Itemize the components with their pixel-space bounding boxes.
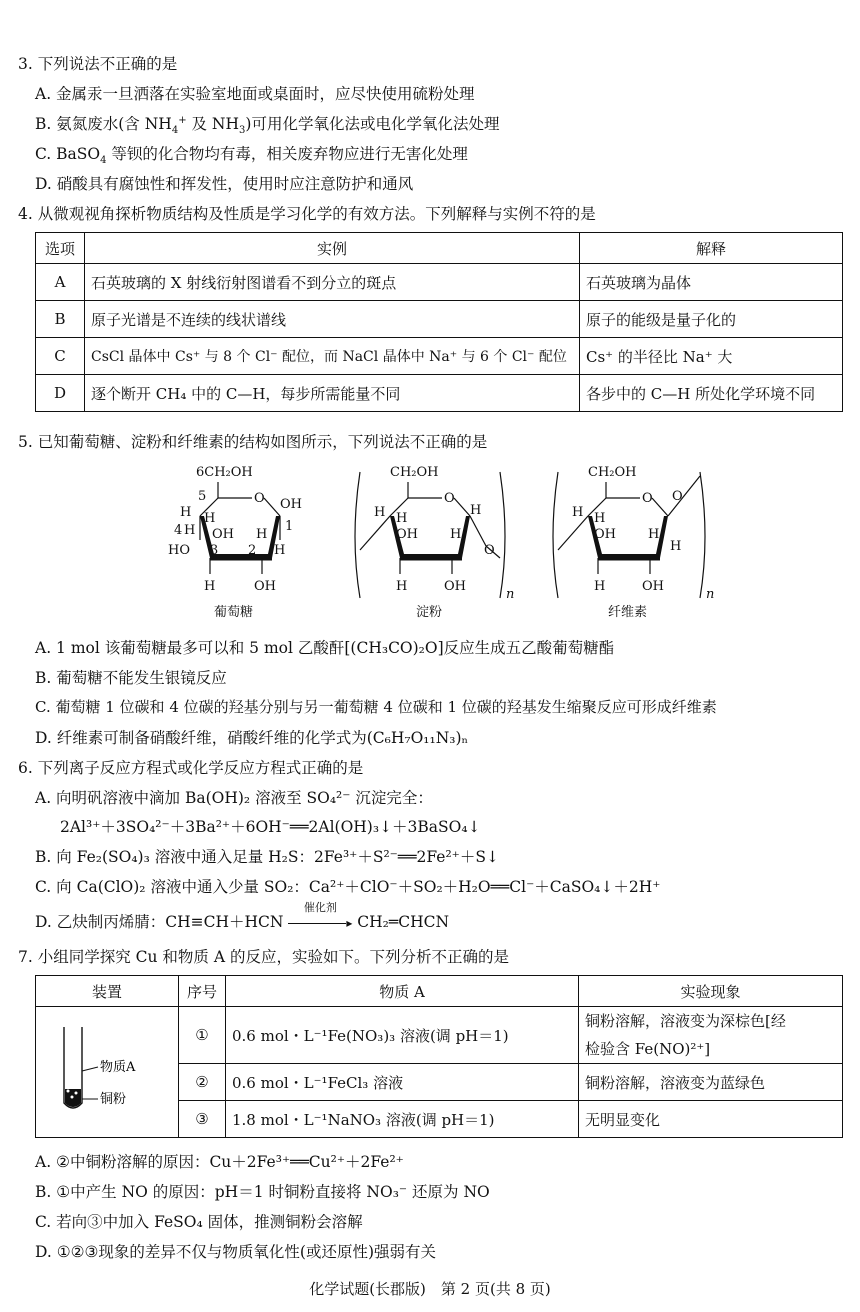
table-row bbox=[36, 264, 843, 301]
q4-row-d-option: D bbox=[36, 375, 85, 412]
q3-option-c: C. BaSO$_4$ 等钡的化合物均有毒，相关废弃物应进行无害化处理 bbox=[35, 145, 468, 167]
catalyst-arrow: 催化剂 ▸ bbox=[288, 913, 352, 931]
q4-header-option: 选项 bbox=[36, 233, 85, 264]
cellulose-n: n bbox=[706, 587, 715, 602]
q7-row3-no: ③ bbox=[179, 1101, 226, 1138]
q4-row-b-explain: 原子的能级是量子化的 bbox=[580, 301, 843, 338]
q4-row-c-option: C bbox=[36, 338, 85, 375]
cellulose-h1: H bbox=[670, 539, 682, 554]
starch-h4: H bbox=[396, 511, 408, 526]
q6-option-d bbox=[35, 901, 450, 932]
table-row bbox=[36, 375, 843, 412]
q6-option-a: A. 向明矾溶液中滴加 Ba(OH)₂ 溶液至 SO₄²⁻ 沉淀完全： bbox=[35, 789, 433, 807]
q6-stem: 6. 下列离子反应方程式或化学反应方程式正确的是 bbox=[18, 759, 364, 777]
cellulose-oh3: OH bbox=[594, 527, 616, 542]
q3-option-b: B. 氨氮废水(含 $NH_4^+$ 及 $NH_3$)可用化学氧化法或电化学氧化法处理 bbox=[35, 114, 500, 137]
q7-option-c: C. 若向③中加入 FeSO₄ 固体，推测铜粉会溶解 bbox=[35, 1213, 363, 1231]
glucose-num5: 5 bbox=[198, 489, 207, 504]
glucose-num1: 1 bbox=[285, 519, 294, 534]
glucose-num4: 4 bbox=[174, 523, 183, 538]
q5-option-b: B. 葡萄糖不能发生银镜反应 bbox=[35, 669, 227, 687]
q6-d-product: CH₂═CHCN bbox=[357, 913, 450, 931]
q6-option-a-equation: 2Al³⁺＋3SO₄²⁻＋3Ba²⁺＋6OH⁻══2Al(OH)₃↓＋3BaSO₄↓ bbox=[60, 818, 481, 836]
glucose-h5: H bbox=[180, 505, 192, 520]
starch-h3: H bbox=[396, 579, 408, 594]
starch-ch2oh: CH₂OH bbox=[390, 465, 439, 480]
q3-option-a: A. 金属汞一旦洒落在实验室地面或桌面时，应尽快使用硫粉处理 bbox=[35, 85, 475, 103]
q7-table-header bbox=[36, 976, 843, 1007]
page-footer: 化学试题(长郡版) 第 2 页(共 8 页) bbox=[309, 1280, 551, 1298]
q4-table bbox=[35, 232, 843, 412]
q5-option-d: D. 纤维素可制备硝酸纤维，硝酸纤维的化学式为(C₆H₇O₁₁N₃)ₙ bbox=[35, 729, 469, 747]
q3-option-d: D. 硝酸具有腐蚀性和挥发性，使用时应注意防护和通风 bbox=[35, 175, 414, 193]
cellulose-ch2oh: CH₂OH bbox=[588, 465, 637, 480]
q7-option-b: B. ①中产生 NO 的原因：pH＝1 时铜粉直接将 NO₃⁻ 还原为 NO bbox=[35, 1183, 490, 1201]
starch-h1: H bbox=[470, 503, 482, 518]
starch-ring-o: O bbox=[444, 491, 455, 506]
q7-row1-observation: 铜粉溶解，溶液变为深棕色[经 检验含 Fe(NO)²⁺] bbox=[579, 1007, 843, 1064]
glucose-structure bbox=[168, 465, 302, 620]
cellulose-name: 纤维素 bbox=[608, 605, 648, 620]
starch-oh2: OH bbox=[444, 579, 466, 594]
q7-row3-observation: 无明显变化 bbox=[579, 1101, 843, 1138]
glucose-6-ch2oh-label: 6CH₂OH bbox=[196, 465, 253, 480]
q3-stem: 3. 下列说法不正确的是 bbox=[18, 55, 178, 73]
starch-oh3: OH bbox=[396, 527, 418, 542]
starch-n: n bbox=[506, 587, 515, 602]
q7-header-substance: 物质 A bbox=[226, 976, 579, 1007]
q7-header-observation: 实验现象 bbox=[579, 976, 843, 1007]
glucose-h4: H bbox=[184, 523, 196, 538]
q6-d-reactants: D. 乙炔制丙烯腈：CH≡CH＋HCN bbox=[35, 913, 284, 931]
glucose-num2: 2 bbox=[248, 543, 257, 558]
q7-header-apparatus: 装置 bbox=[36, 976, 179, 1007]
cellulose-h5: H bbox=[572, 505, 584, 520]
cellulose-bridge-o: O bbox=[672, 489, 683, 504]
q7-option-d: D. ①②③现象的差异不仅与物质氧化性(或还原性)强弱有关 bbox=[35, 1243, 437, 1261]
glucose-oh2: OH bbox=[254, 579, 276, 594]
q4-row-a-example: 石英玻璃的 X 射线衍射图谱看不到分立的斑点 bbox=[85, 264, 580, 301]
glucose-c1-oh: OH bbox=[280, 497, 302, 512]
apparatus-cell bbox=[36, 1007, 179, 1138]
q7-row2-substance: 0.6 mol・L⁻¹FeCl₃ 溶液 bbox=[226, 1064, 579, 1101]
glucose-oh4: OH bbox=[212, 527, 234, 542]
test-tube-icon bbox=[36, 1009, 166, 1131]
q4-stem: 4. 从微观视角探析物质结构及性质是学习化学的有效方法。下列解释与实例不符的是 bbox=[18, 205, 596, 223]
q4-table-header bbox=[36, 233, 843, 264]
q6-option-b: B. 向 Fe₂(SO₄)₃ 溶液中通入足量 H₂S：2Fe³⁺＋S²⁻══2Fe²⁺＋S↓ bbox=[35, 848, 499, 866]
q7-header-no: 序号 bbox=[179, 976, 226, 1007]
starch-bridge-o: O bbox=[484, 543, 495, 558]
starch-name: 淀粉 bbox=[416, 605, 443, 620]
glucose-h1: H bbox=[256, 527, 268, 542]
q4-row-a-explain: 石英玻璃为晶体 bbox=[580, 264, 843, 301]
q5-option-c: C. 葡萄糖 1 位碳和 4 位碳的羟基分别与另一葡萄糖 4 位碳和 1 位碳的羟基发生缩聚反应可形成纤维素 bbox=[35, 698, 717, 716]
q4-row-b-example: 原子光谱是不连续的线状谱线 bbox=[85, 301, 580, 338]
q4-row-c-example: CsCl 晶体中 Cs⁺ 与 8 个 Cl⁻ 配位，而 NaCl 晶体中 Na⁺ 与 6 个 Cl⁻ 配位 bbox=[85, 338, 580, 375]
table-row bbox=[36, 338, 843, 375]
q7-row2-no: ② bbox=[179, 1064, 226, 1101]
q4-row-b-option: B bbox=[36, 301, 85, 338]
substance-a-label: 物质A bbox=[100, 1060, 136, 1075]
catalyst-label: 催化剂 bbox=[303, 901, 337, 914]
q4-row-d-explain: 各步中的 C—H 所处化学环境不同 bbox=[580, 375, 843, 412]
cellulose-structure bbox=[553, 465, 714, 620]
q4-row-a-option: A bbox=[36, 264, 85, 301]
table-row bbox=[36, 301, 843, 338]
copper-powder-label: 铜粉 bbox=[100, 1092, 127, 1107]
q4-row-d-example: 逐个断开 CH₄ 中的 C—H，每步所需能量不同 bbox=[85, 375, 580, 412]
starch-h2: H bbox=[450, 527, 462, 542]
q4-row-c-explain: Cs⁺ 的半径比 Na⁺ 大 bbox=[580, 338, 843, 375]
cellulose-ring-o: O bbox=[642, 491, 653, 506]
cellulose-h3: H bbox=[594, 579, 606, 594]
starch-structure bbox=[355, 465, 514, 620]
q7-row2-observation: 铜粉溶解，溶液变为蓝绿色 bbox=[579, 1064, 843, 1101]
q6-option-c: C. 向 Ca(ClO)₂ 溶液中通入少量 SO₂：Ca²⁺＋ClO⁻＋SO₂＋H₂O══Cl⁻＋CaSO₄↓＋2H⁺ bbox=[35, 878, 661, 896]
glucose-ho: HO bbox=[168, 543, 190, 558]
q7-table bbox=[35, 975, 843, 1138]
starch-h5: H bbox=[374, 505, 386, 520]
glucose-num3: 3 bbox=[210, 543, 219, 558]
cellulose-oh2: OH bbox=[642, 579, 664, 594]
q5-option-a: A. 1 mol 该葡萄糖最多可以和 5 mol 乙酸酐[(CH₃CO)₂O]反应生成五乙酸葡萄糖酯 bbox=[35, 639, 615, 657]
glucose-h3: H bbox=[204, 579, 216, 594]
glucose-name: 葡萄糖 bbox=[214, 605, 254, 620]
q7-row3-substance: 1.8 mol・L⁻¹NaNO₃ 溶液(调 pH＝1) bbox=[226, 1101, 579, 1138]
q7-stem: 7. 小组同学探究 Cu 和物质 A 的反应，实验如下。下列分析不正确的是 bbox=[18, 948, 509, 966]
q4-header-example: 实例 bbox=[85, 233, 580, 264]
glucose-h4a: H bbox=[204, 511, 216, 526]
glucose-ring-o: O bbox=[254, 491, 265, 506]
q7-row1-no: ① bbox=[179, 1007, 226, 1064]
q7-option-a: A. ②中铜粉溶解的原因：Cu＋2Fe³⁺══Cu²⁺＋2Fe²⁺ bbox=[35, 1153, 404, 1171]
table-row bbox=[36, 1007, 843, 1064]
glucose-h2: H bbox=[274, 543, 286, 558]
q5-stem: 5. 已知葡萄糖、淀粉和纤维素的结构如图所示，下列说法不正确的是 bbox=[18, 433, 488, 451]
q7-row1-substance: 0.6 mol・L⁻¹Fe(NO₃)₃ 溶液(调 pH＝1) bbox=[226, 1007, 579, 1064]
q4-header-explain: 解释 bbox=[580, 233, 843, 264]
cellulose-h4: H bbox=[594, 511, 606, 526]
cellulose-h2: H bbox=[648, 527, 660, 542]
sugar-structures-figure bbox=[160, 458, 720, 626]
